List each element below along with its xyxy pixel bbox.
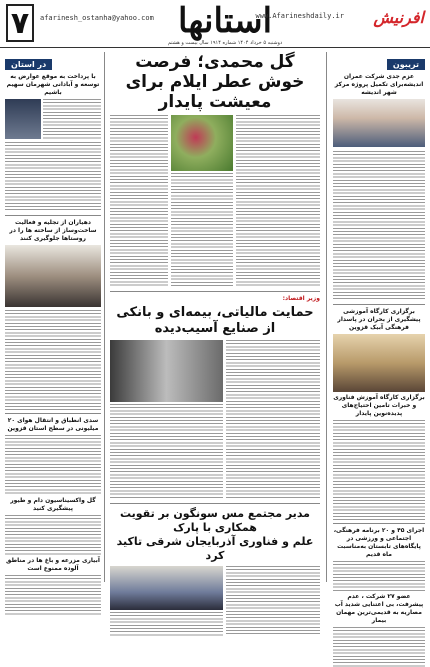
date-line: دوشنبه ۵ خرداد ۱۴۰۴ شماره ۱۹۱۴ سال بیست و هشتم — [167, 40, 283, 46]
center-top-body-left — [110, 115, 168, 287]
official-portrait — [5, 99, 41, 139]
divider — [5, 215, 101, 216]
center-bottom-headline-line2: علم و فناوری آذربایجان شرقی تاکید کرد — [116, 535, 314, 562]
right-story2-headline: برگزاری کارگاه آموزشی پیشگیری از بحران در پاسدار فرهنگی آبیک قزوین — [337, 308, 421, 331]
right-story1-headline: عزم جدی شرکت عمران اندیشه‌برای تکمیل پروژه مرکز شهر اندیشه — [334, 73, 424, 96]
divider — [333, 304, 425, 305]
conference-photo — [110, 566, 223, 610]
right-story3-headline: برگزاری کارگاه آموزش فناوری و خبرات تامین احتیاج‌های پدیده‌نوین پایدار — [333, 394, 425, 417]
divider — [5, 413, 101, 414]
right-story5-headline: عضو ۲۷ شرکت ، عدم پیشرفت، بی اعتنایی شدید آب مصاریه به قدیمی‌ترین مهمان بیمار — [334, 593, 424, 624]
column-rule-left — [104, 52, 105, 582]
workshop-photo — [333, 334, 425, 392]
right-story3-body — [333, 420, 425, 520]
left-column — [5, 52, 101, 582]
center-top-body-right — [236, 115, 320, 287]
center-mid-headline: حمایت مالیاتی، بیمه‌ای و بانکی از صنایع آسیب‌دیده — [116, 305, 314, 336]
left-story4-body — [5, 515, 101, 555]
center-mid-kicker: وزیر اقتصاد: — [282, 295, 320, 302]
email-address: afarinesh_ostanha@yahoo.com — [40, 14, 154, 22]
divider — [333, 523, 425, 524]
right-column — [333, 52, 425, 624]
right-story5-body — [333, 627, 425, 667]
left-story2-body — [5, 310, 101, 410]
masthead-title: استانها — [177, 1, 273, 41]
left-story2-headline: دهیاران از تجلیه و فعالیت ساخت‌وساز از ساخته ها را در روستاها جلوگیری کنند — [9, 219, 97, 242]
minister-photo — [110, 340, 223, 402]
rose-field-photo — [171, 115, 233, 171]
left-story3-body — [5, 435, 101, 495]
center-top-headline-line2: معیشت پایدار — [158, 92, 272, 112]
masthead — [0, 0, 430, 46]
left-story1-more — [5, 142, 101, 212]
center-bottom-body-left — [110, 612, 223, 636]
left-story3-headline: سدی انطباق و انتقال هوای ۲۰ میلیونی در سطح استان قزوین — [7, 417, 99, 432]
center-top-headline-line1: گل محمدی؛ فرصت خوش عطر ایلام برای — [125, 52, 305, 92]
left-story5-body — [5, 575, 101, 615]
divider — [110, 503, 320, 504]
page-number: ۷ — [6, 4, 34, 42]
left-story4-headline: گل واکسیناسیون دام و طیور پیشگیری کنید — [10, 497, 96, 512]
left-story5-headline: آبیاری مزرعه و باغ ها در مناطق آلوده ممنوع است — [6, 557, 100, 572]
right-story1-body — [333, 151, 425, 301]
right-story4-headline: اجرای ۴۵ و ۲۰ برنامه فرهنگی، اجتماعی و ورزشی در پایگاه‌های تابستان به‌مناسبت ماه قدیم — [333, 527, 425, 558]
center-column — [110, 52, 320, 582]
section-tab-province: در استان — [5, 59, 52, 70]
center-top-body-mid — [171, 173, 233, 288]
center-bottom-body-right — [226, 566, 320, 636]
right-story4-body — [333, 561, 425, 591]
masthead-rule — [0, 47, 430, 48]
session-photo — [5, 245, 101, 307]
website-url: www.Afarineshdaily.ir — [255, 12, 344, 20]
meeting-photo — [333, 99, 425, 147]
center-mid-body-left — [110, 404, 223, 500]
center-bottom-headline-line1: مدیر مجتمع مس سونگون بر تقویت همکاری با پارک — [120, 507, 310, 534]
column-rule-right — [326, 52, 327, 582]
left-story1-body — [43, 99, 101, 139]
section-tab-tribune: تریبون — [387, 59, 425, 70]
center-mid-body-right — [226, 340, 320, 500]
divider — [110, 291, 320, 292]
brand-logo: افرنیش — [373, 8, 424, 27]
left-story1-headline: با پرداخت به موقع عوارض به توسعه و آبادانی شهرمان سهیم باشیم — [6, 73, 100, 96]
